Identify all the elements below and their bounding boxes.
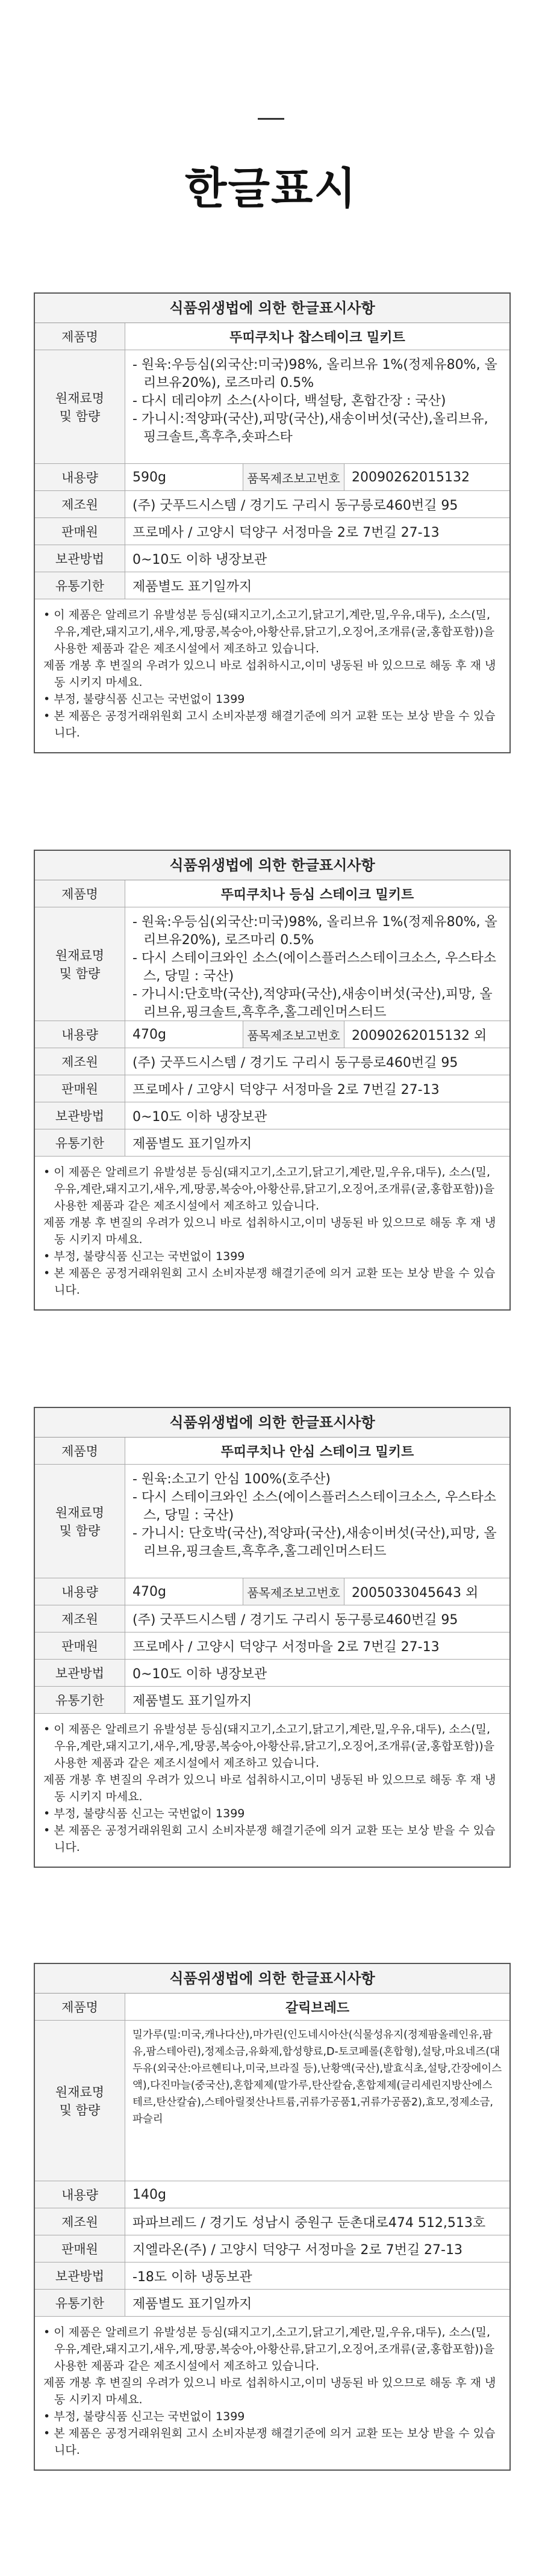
ingredients-row (35, 2021, 509, 2181)
expiry-value: 제품별도 표기일까지 (132, 579, 252, 595)
ingredient-line: - 가니시:적양파(국산),피망(국산),새송이버섯(국산),올리브유, 핑크솔트,흑후추,숏파스타 (132, 412, 488, 445)
volume-value: 590g (125, 464, 243, 490)
page-title: 한글표시 (184, 163, 358, 214)
volume-key: 내용량 (35, 1021, 125, 1048)
ingredient-line: - 가니시:단호박(국산),적양파(국산),새송이버섯(국산),피망, 올리브유,핑크솔트,흑후추,홀그레인머스터드 (132, 987, 493, 1020)
seller-value: 지엘라온(주) / 고양시 덕양구 서정마을 2로 7번길 27-13 (132, 2242, 463, 2258)
expiry-row (35, 572, 509, 599)
volume-row (35, 1021, 509, 1048)
label-header: 식품위생법에 의한 한글표시사항 (35, 294, 509, 323)
maker-key: 제조원 (35, 1605, 125, 1632)
notice-line: 제품 개봉 후 변질의 우려가 있으니 바로 섭취하시고,이미 냉동된 바 있으므로 해동 후 재 냉동 시키지 마세요. (43, 1773, 496, 1803)
seller-row (35, 1632, 509, 1660)
label-header: 식품위생법에 의한 한글표시사항 (35, 1408, 509, 1438)
notice-line: 제품 개봉 후 변질의 우려가 있으니 바로 섭취하시고,이미 냉동된 바 있으므로 해동 후 재 냉동 시키지 마세요. (43, 2376, 496, 2406)
seller-key: 판매원 (35, 2235, 125, 2262)
expiry-row (35, 2290, 509, 2317)
expiry-value: 제품별도 표기일까지 (132, 2296, 252, 2312)
seller-key: 판매원 (35, 1632, 125, 1659)
expiry-value: 제품별도 표기일까지 (132, 1693, 252, 1709)
storage-row (35, 1660, 509, 1687)
ingredient-line: - 원육:소고기 안심 100%(호주산) (132, 1472, 331, 1487)
ingredient-line: - 원육:우등심(외국산:미국)98%, 올리브유 1%(정제유80%, 올리브유20%), 로즈마리 0.5% (132, 357, 497, 391)
notice-line: • 부정, 불량식품 신고는 국번없이 1399 (43, 2410, 245, 2423)
ingredient-line: - 가니시: 단호박(국산),적양파(국산),새송이버섯(국산),피망, 올리브유,핑크솔트,흑후추,홀그레인머스터드 (132, 1526, 497, 1559)
seller-value: 프로메사 / 고양시 덕양구 서정마을 2로 7번길 27-13 (132, 525, 440, 540)
maker-value: 파파브레드 / 경기도 성남시 중원구 둔촌대로474 512,513호 (132, 2215, 486, 2231)
maker-key: 제조원 (35, 2208, 125, 2235)
ingredients-value (125, 1465, 509, 1578)
product-key: 제품명 (35, 1438, 125, 1464)
storage-key: 보관방법 (35, 545, 125, 572)
report-key: 품목제조보고번호 (243, 464, 344, 490)
maker-key: 제조원 (35, 1048, 125, 1075)
notice-section (35, 1714, 509, 1867)
ingredient-line: - 다시 스테이크와인 소스(에이스플러스스테이크소스, 우스타소스, 당밀 : 국산) (132, 951, 497, 984)
volume-value: 140g (132, 2187, 166, 2202)
notice-line: • 부정, 불량식품 신고는 국번없이 1399 (43, 1807, 245, 1820)
product-name: 뚜띠쿠치나 등심 스테이크 밀키트 (220, 887, 414, 903)
volume-value: 470g (125, 1021, 243, 1048)
product-name: 뚜띠쿠치나 찹스테이크 밀키트 (229, 330, 405, 345)
label-header: 식품위생법에 의한 한글표시사항 (35, 1964, 509, 1994)
maker-row (35, 2208, 509, 2235)
ingredient-line: - 다시 스테이크와인 소스(에이스플러스스테이크소스, 우스타소스, 당밀 : 국산) (132, 1490, 497, 1523)
maker-key: 제조원 (35, 491, 125, 517)
seller-row (35, 518, 509, 545)
maker-value: (주) 굿푸드시스템 / 경기도 구리시 동구릉로460번길 95 (132, 498, 458, 513)
ingredients-row (35, 1465, 509, 1578)
product-row (35, 1438, 509, 1465)
storage-key: 보관방법 (35, 1660, 125, 1686)
storage-row (35, 1102, 509, 1129)
notice-line: 제품 개봉 후 변질의 우려가 있으니 바로 섭취하시고,이미 냉동된 바 있으므로 해동 후 재 냉동 시키지 마세요. (43, 1216, 496, 1246)
label-card-tenderloin-steak (34, 1407, 511, 1868)
notice-line: • 본 제품은 공정거래위원회 고시 소비자분쟁 해결기준에 의거 교환 또는 보상 받을 수 있습니다. (43, 1267, 496, 1297)
notice-line: • 본 제품은 공정거래위원회 고시 소비자분쟁 해결기준에 의거 교환 또는 보상 받을 수 있습니다. (43, 1824, 496, 1854)
product-name: 갈릭브레드 (285, 2000, 350, 2016)
label-card-sirloin-steak (34, 850, 511, 1311)
storage-value: 0~10도 이하 냉장보관 (132, 1666, 267, 1682)
product-row (35, 1994, 509, 2021)
ingredients-value (125, 350, 509, 463)
volume-row (35, 464, 509, 491)
expiry-key: 유통기한 (35, 2290, 125, 2316)
product-row (35, 880, 509, 907)
maker-value: (주) 굿푸드시스템 / 경기도 구리시 동구릉로460번길 95 (132, 1055, 458, 1070)
maker-value: (주) 굿푸드시스템 / 경기도 구리시 동구릉로460번길 95 (132, 1612, 458, 1628)
notice-section (35, 1157, 509, 1309)
seller-value: 프로메사 / 고양시 덕양구 서정마을 2로 7번길 27-13 (132, 1639, 440, 1655)
notice-line: • 본 제품은 공정거래위원회 고시 소비자분쟁 해결기준에 의거 교환 또는 보상 받을 수 있습니다. (43, 709, 496, 740)
volume-row (35, 1578, 509, 1605)
notice-line: • 이 제품은 알레르기 유발성분 등심(돼지고기,소고기,닭고기,계란,밀,우유,대두), 소스(밀,우유,계란,돼지고기,새우,게,땅콩,복숭아,아황산류,닭고기,오징어,조개류(굴,홍합포함))을사용한 제품과 같은 제조시설에서 제조하고 있습니다. (43, 1723, 495, 1770)
storage-value: 0~10도 이하 냉장보관 (132, 1109, 267, 1125)
report-number: 20090262015132 (352, 469, 470, 485)
notice-line: 제품 개봉 후 변질의 우려가 있으니 바로 섭취하시고,이미 냉동된 바 있으므로 해동 후 재 냉동 시키지 마세요. (43, 659, 496, 689)
notice-section (35, 2317, 509, 2469)
maker-row (35, 1048, 509, 1075)
ingredients-key: 원재료명 및 함량 (35, 350, 125, 463)
volume-key: 내용량 (35, 1578, 125, 1605)
label-card-garlic-bread (34, 1963, 511, 2471)
expiry-row (35, 1129, 509, 1157)
maker-row (35, 491, 509, 518)
product-key: 제품명 (35, 1994, 125, 2020)
seller-value: 프로메사 / 고양시 덕양구 서정마을 2로 7번길 27-13 (132, 1082, 440, 1098)
storage-row (35, 545, 509, 572)
ingredients-row (35, 350, 509, 464)
expiry-key: 유통기한 (35, 1129, 125, 1156)
product-name: 뚜띠쿠치나 안심 스테이크 밀키트 (220, 1444, 414, 1460)
label-header: 식품위생법에 의한 한글표시사항 (35, 851, 509, 880)
ingredient-line: - 원육:우등심(외국산:미국)98%, 올리브유 1%(정제유80%, 올리브유20%), 로즈마리 0.5% (132, 915, 497, 948)
report-number: 2005033045643 외 (352, 1585, 479, 1601)
volume-value: 470g (125, 1578, 243, 1605)
ingredients-key: 원재료명 및 함량 (35, 2021, 125, 2181)
storage-value: -18도 이하 냉동보관 (132, 2269, 252, 2285)
notice-section (35, 599, 509, 752)
ingredient-line: - 다시 데리야끼 소스(사이다, 백설탕, 혼합간장 : 국산) (132, 394, 446, 409)
seller-row (35, 2235, 509, 2262)
expiry-value: 제품별도 표기일까지 (132, 1136, 252, 1152)
storage-value: 0~10도 이하 냉장보관 (132, 552, 267, 567)
ingredients-value: 밀가루(밀:미국,캐나다산),마가린(인도네시아산(식물성유지(정제팜올레인유,팜유,팜스테아린),정제소금,유화제,합성향료,D-토코페롤(혼합형),설탕,마요네즈(대두유(외국산:아르헨티나,미국,브라질 등),난황액(국산),발효식초,설탕,간장에이스액),다진마늘(중국산),혼합제제(말가루,탄산칼슘,혼합제제(글리세린지방산에스테르,탄산칼슘),스테아릴젖산나트륨,귀류가공품1,귀류가공품2),효모,정제소금,파슬리 (132, 2029, 502, 2125)
report-key: 품목제조보고번호 (243, 1021, 344, 1048)
ingredients-key: 원재료명 및 함량 (35, 907, 125, 1021)
product-key: 제품명 (35, 880, 125, 907)
volume-key: 내용량 (35, 2181, 125, 2208)
ingredients-value (125, 907, 509, 1021)
storage-row (35, 2262, 509, 2290)
notice-line: • 이 제품은 알레르기 유발성분 등심(돼지고기,소고기,닭고기,계란,밀,우유,대두), 소스(밀,우유,계란,돼지고기,새우,게,땅콩,복숭아,아황산류,닭고기,오징어,조개류(굴,홍합포함))을사용한 제품과 같은 제조시설에서 제조하고 있습니다. (43, 1166, 495, 1212)
report-key: 품목제조보고번호 (243, 1578, 344, 1605)
storage-key: 보관방법 (35, 2262, 125, 2289)
storage-key: 보관방법 (35, 1102, 125, 1129)
seller-key: 판매원 (35, 1075, 125, 1102)
seller-row (35, 1075, 509, 1102)
expiry-row (35, 1687, 509, 1714)
title-divider (258, 118, 284, 120)
ingredients-key: 원재료명 및 함량 (35, 1465, 125, 1578)
report-number: 20090262015132 외 (352, 1028, 487, 1043)
notice-line: • 이 제품은 알레르기 유발성분 등심(돼지고기,소고기,닭고기,계란,밀,우유,대두), 소스(밀,우유,계란,돼지고기,새우,게,땅콩,복숭아,아황산류,닭고기,오징어,조개류(굴,홍합포함))을사용한 제품과 같은 제조시설에서 제조하고 있습니다. (43, 2326, 495, 2373)
product-key: 제품명 (35, 323, 125, 350)
notice-line: • 이 제품은 알레르기 유발성분 등심(돼지고기,소고기,닭고기,계란,밀,우유,대두), 소스(밀,우유,계란,돼지고기,새우,게,땅콩,복숭아,아황산류,닭고기,오징어,조개류(굴,홍합포함))을사용한 제품과 같은 제조시설에서 제조하고 있습니다. (43, 608, 495, 655)
volume-row (35, 2181, 509, 2208)
notice-line: • 부정, 불량식품 신고는 국번없이 1399 (43, 693, 245, 706)
expiry-key: 유통기한 (35, 1687, 125, 1713)
notice-line: • 본 제품은 공정거래위원회 고시 소비자분쟁 해결기준에 의거 교환 또는 보상 받을 수 있습니다. (43, 2427, 496, 2457)
product-row (35, 323, 509, 350)
notice-line: • 부정, 불량식품 신고는 국번없이 1399 (43, 1250, 245, 1263)
seller-key: 판매원 (35, 518, 125, 545)
label-card-chop-steak (34, 292, 511, 753)
volume-key: 내용량 (35, 464, 125, 490)
maker-row (35, 1605, 509, 1632)
expiry-key: 유통기한 (35, 572, 125, 599)
ingredients-row (35, 907, 509, 1021)
